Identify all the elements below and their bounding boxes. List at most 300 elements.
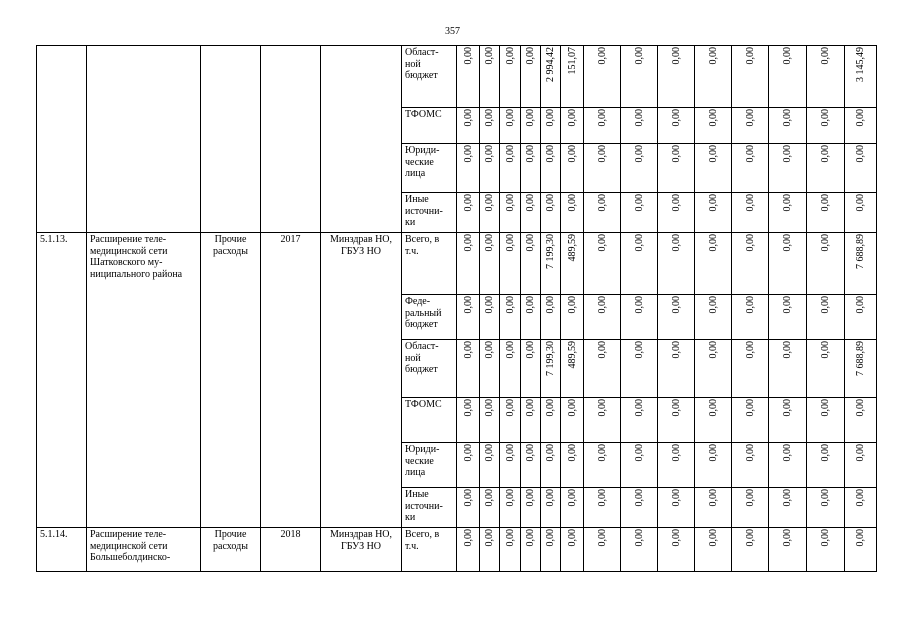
value-text: 0,00 xyxy=(782,399,793,417)
value-text: 0,00 xyxy=(596,296,608,314)
value-text: 0,00 xyxy=(462,145,474,163)
value-text: 0,00 xyxy=(484,109,495,127)
value-cell xyxy=(658,193,695,233)
value-text: 0,00 xyxy=(820,341,831,359)
value-cell xyxy=(621,340,658,398)
funding-source: Област-ной бюджет xyxy=(402,340,457,398)
value-cell xyxy=(500,144,521,193)
value-cell xyxy=(480,443,500,488)
value-cell xyxy=(695,144,732,193)
value-text: 0,00 xyxy=(707,444,719,462)
value-text: 0,00 xyxy=(525,341,536,359)
page-number: 357 xyxy=(445,26,460,37)
value-cell xyxy=(658,398,695,443)
value-text: 0,00 xyxy=(462,296,474,314)
value-text: 0,00 xyxy=(707,194,719,212)
value-text: 0,00 xyxy=(782,234,793,252)
value-cell xyxy=(584,144,621,193)
value-cell xyxy=(480,46,500,108)
value-cell xyxy=(695,46,732,108)
value-text: 0,00 xyxy=(670,399,682,417)
executor: Минздрав НО, ГБУЗ НО xyxy=(321,233,402,528)
value-cell xyxy=(584,340,621,398)
value-cell xyxy=(695,340,732,398)
value-cell xyxy=(769,46,807,108)
value-text: 0,00 xyxy=(855,145,866,163)
value-text: 0,00 xyxy=(707,109,719,127)
value-text: 0,00 xyxy=(782,529,793,547)
value-cell xyxy=(541,108,561,144)
value-text: 0,00 xyxy=(504,145,516,163)
total-cell xyxy=(845,233,877,295)
value-cell xyxy=(584,528,621,572)
value-text: 0,00 xyxy=(782,194,793,212)
value-text: 0,00 xyxy=(566,109,578,127)
value-text: 0,00 xyxy=(633,399,645,417)
value-text: 0,00 xyxy=(484,296,495,314)
value-text: 0,00 xyxy=(545,399,556,417)
value-text: 0,00 xyxy=(596,444,608,462)
value-cell xyxy=(561,144,584,193)
total-cell xyxy=(845,488,877,528)
total-cell xyxy=(845,398,877,443)
value-cell xyxy=(480,108,500,144)
value-cell xyxy=(621,443,658,488)
value-cell xyxy=(584,193,621,233)
value-text: 0,00 xyxy=(566,489,578,507)
value-text: 0,00 xyxy=(744,489,756,507)
value-text: 0,00 xyxy=(484,234,495,252)
value-text: 0,00 xyxy=(525,399,536,417)
value-text: 0,00 xyxy=(504,47,516,65)
value-cell xyxy=(500,488,521,528)
value-text: 0,00 xyxy=(782,145,793,163)
value-text: 0,00 xyxy=(707,47,719,65)
value-text: 0,00 xyxy=(633,109,645,127)
value-cell xyxy=(480,528,500,572)
value-text: 0,00 xyxy=(596,145,608,163)
value-cell xyxy=(584,398,621,443)
value-text: 0,00 xyxy=(596,109,608,127)
executor xyxy=(321,46,402,233)
value-text: 0,00 xyxy=(504,234,516,252)
value-text: 0,00 xyxy=(670,234,682,252)
value-text: 0,00 xyxy=(596,194,608,212)
funding-source: Юриди-ческие лица xyxy=(402,144,457,193)
value-cell xyxy=(521,193,541,233)
value-text: 0,00 xyxy=(744,47,756,65)
value-cell xyxy=(658,233,695,295)
value-text: 0,00 xyxy=(462,489,474,507)
value-text: 0,00 xyxy=(484,529,495,547)
value-text: 0,00 xyxy=(566,399,578,417)
value-cell xyxy=(807,46,845,108)
value-cell xyxy=(541,193,561,233)
total-cell xyxy=(845,46,877,108)
total-cell xyxy=(845,443,877,488)
value-cell xyxy=(457,295,480,340)
value-cell xyxy=(732,443,769,488)
value-cell xyxy=(732,488,769,528)
value-text: 0,00 xyxy=(820,194,831,212)
value-cell xyxy=(807,233,845,295)
value-text: 0,00 xyxy=(566,529,578,547)
value-text: 0,00 xyxy=(744,296,756,314)
value-cell xyxy=(561,295,584,340)
value-text: 0,00 xyxy=(525,145,536,163)
value-cell xyxy=(695,488,732,528)
funding-source: ТФОМС xyxy=(402,108,457,144)
value-cell xyxy=(695,528,732,572)
value-text: 0,00 xyxy=(670,109,682,127)
value-cell xyxy=(621,233,658,295)
value-cell xyxy=(561,193,584,233)
value-text: 0,00 xyxy=(566,296,578,314)
value-text: 0,00 xyxy=(545,194,556,212)
value-text: 0,00 xyxy=(670,341,682,359)
value-text: 0,00 xyxy=(744,145,756,163)
value-text: 0,00 xyxy=(633,444,645,462)
value-text: 0,00 xyxy=(545,529,556,547)
value-text: 0,00 xyxy=(484,444,495,462)
funding-source: Всего, в т.ч. xyxy=(402,528,457,572)
value-text: 0,00 xyxy=(525,234,536,252)
value-text: 0,00 xyxy=(820,234,831,252)
value-cell xyxy=(695,398,732,443)
value-text: 0,00 xyxy=(744,529,756,547)
value-cell xyxy=(769,233,807,295)
value-cell xyxy=(732,340,769,398)
value-cell xyxy=(541,144,561,193)
value-text: 0,00 xyxy=(525,109,536,127)
value-text: 0,00 xyxy=(525,296,536,314)
value-text: 0,00 xyxy=(484,145,495,163)
year: 2017 xyxy=(261,233,321,528)
value-cell xyxy=(457,443,480,488)
value-text: 7 688,89 xyxy=(855,341,866,376)
value-text: 0,00 xyxy=(744,399,756,417)
value-cell xyxy=(561,46,584,108)
value-cell xyxy=(658,295,695,340)
table-row xyxy=(37,528,877,572)
value-cell xyxy=(584,233,621,295)
value-text: 0,00 xyxy=(744,341,756,359)
value-cell xyxy=(769,144,807,193)
value-text: 7 199,30 xyxy=(545,341,556,376)
value-text: 489,59 xyxy=(566,341,578,369)
funding-source: Феде-ральный бюджет xyxy=(402,295,457,340)
value-cell xyxy=(732,398,769,443)
value-cell xyxy=(807,488,845,528)
expense-type: Прочие расходы xyxy=(201,528,261,572)
value-cell xyxy=(769,193,807,233)
value-text: 0,00 xyxy=(484,47,495,65)
value-cell xyxy=(584,108,621,144)
value-text: 0,00 xyxy=(855,489,866,507)
value-cell xyxy=(541,295,561,340)
value-text: 0,00 xyxy=(462,234,474,252)
value-text: 0,00 xyxy=(782,489,793,507)
value-cell xyxy=(521,398,541,443)
value-cell xyxy=(541,46,561,108)
value-cell xyxy=(621,398,658,443)
value-text: 0,00 xyxy=(566,145,578,163)
value-cell xyxy=(457,144,480,193)
value-cell xyxy=(541,528,561,572)
value-text: 0,00 xyxy=(462,341,474,359)
value-cell xyxy=(732,233,769,295)
value-cell xyxy=(561,398,584,443)
value-cell xyxy=(584,295,621,340)
value-text: 0,00 xyxy=(670,489,682,507)
value-text: 0,00 xyxy=(670,47,682,65)
value-cell xyxy=(480,144,500,193)
value-text: 0,00 xyxy=(566,444,578,462)
value-cell xyxy=(658,340,695,398)
value-text: 0,00 xyxy=(855,109,866,127)
value-cell xyxy=(621,108,658,144)
value-cell xyxy=(732,295,769,340)
value-text: 3 145,49 xyxy=(855,47,866,82)
budget-table xyxy=(36,45,877,572)
table-row xyxy=(37,233,877,295)
measure-name xyxy=(87,46,201,233)
value-cell xyxy=(732,144,769,193)
value-text: 7 688,89 xyxy=(855,234,866,269)
measure-name: Расширение теле-медицинской сети Шатковского му-ниципального района xyxy=(87,233,201,528)
total-cell xyxy=(845,340,877,398)
value-cell xyxy=(561,233,584,295)
value-cell xyxy=(500,233,521,295)
value-text: 0,00 xyxy=(820,47,831,65)
value-text: 0,00 xyxy=(707,145,719,163)
value-text: 0,00 xyxy=(820,109,831,127)
value-cell xyxy=(769,295,807,340)
year: 2018 xyxy=(261,528,321,572)
value-text: 0,00 xyxy=(633,47,645,65)
value-cell xyxy=(457,488,480,528)
value-text: 0,00 xyxy=(633,234,645,252)
value-cell xyxy=(658,46,695,108)
value-text: 0,00 xyxy=(525,444,536,462)
value-text: 0,00 xyxy=(855,296,866,314)
value-cell xyxy=(500,340,521,398)
value-cell xyxy=(457,398,480,443)
value-text: 0,00 xyxy=(744,109,756,127)
value-text: 0,00 xyxy=(525,194,536,212)
value-cell xyxy=(500,398,521,443)
value-cell xyxy=(621,528,658,572)
value-cell xyxy=(807,144,845,193)
value-text: 0,00 xyxy=(820,489,831,507)
value-text: 0,00 xyxy=(596,489,608,507)
value-cell xyxy=(541,233,561,295)
value-text: 0,00 xyxy=(633,489,645,507)
row-code: 5.1.14. xyxy=(37,528,87,572)
value-text: 151,07 xyxy=(566,47,578,75)
value-cell xyxy=(658,443,695,488)
value-cell xyxy=(695,193,732,233)
value-text: 7 199,30 xyxy=(545,234,556,269)
value-cell xyxy=(457,46,480,108)
value-text: 0,00 xyxy=(633,529,645,547)
value-cell xyxy=(521,46,541,108)
value-text: 0,00 xyxy=(670,296,682,314)
funding-source: Иные источни-ки xyxy=(402,488,457,528)
value-cell xyxy=(500,528,521,572)
value-cell xyxy=(457,108,480,144)
value-text: 0,00 xyxy=(744,234,756,252)
value-cell xyxy=(521,488,541,528)
value-cell xyxy=(521,233,541,295)
value-text: 0,00 xyxy=(462,109,474,127)
value-cell xyxy=(769,340,807,398)
value-text: 0,00 xyxy=(670,145,682,163)
value-text: 0,00 xyxy=(782,296,793,314)
value-cell xyxy=(521,528,541,572)
value-text: 0,00 xyxy=(545,296,556,314)
value-text: 0,00 xyxy=(820,444,831,462)
value-cell xyxy=(561,488,584,528)
value-cell xyxy=(621,295,658,340)
row-code: 5.1.13. xyxy=(37,233,87,528)
value-cell xyxy=(695,295,732,340)
value-text: 0,00 xyxy=(462,399,474,417)
value-cell xyxy=(500,193,521,233)
value-text: 0,00 xyxy=(566,194,578,212)
expense-type: Прочие расходы xyxy=(201,233,261,528)
value-cell xyxy=(457,233,480,295)
value-cell xyxy=(521,144,541,193)
value-cell xyxy=(561,108,584,144)
funding-source: Юриди-ческие лица xyxy=(402,443,457,488)
value-cell xyxy=(584,443,621,488)
total-cell xyxy=(845,193,877,233)
value-text: 0,00 xyxy=(670,529,682,547)
value-cell xyxy=(769,443,807,488)
value-text: 0,00 xyxy=(782,109,793,127)
value-text: 0,00 xyxy=(545,489,556,507)
value-cell xyxy=(732,108,769,144)
value-cell xyxy=(807,340,845,398)
value-cell xyxy=(658,144,695,193)
value-text: 0,00 xyxy=(820,529,831,547)
value-cell xyxy=(480,295,500,340)
value-cell xyxy=(541,488,561,528)
funding-source: ТФОМС xyxy=(402,398,457,443)
value-text: 0,00 xyxy=(596,234,608,252)
value-text: 0,00 xyxy=(484,341,495,359)
value-cell xyxy=(621,46,658,108)
value-text: 0,00 xyxy=(633,194,645,212)
value-cell xyxy=(807,528,845,572)
value-cell xyxy=(621,193,658,233)
value-cell xyxy=(732,193,769,233)
value-text: 0,00 xyxy=(596,529,608,547)
value-text: 0,00 xyxy=(782,341,793,359)
value-text: 0,00 xyxy=(545,109,556,127)
year xyxy=(261,46,321,233)
value-cell xyxy=(457,340,480,398)
value-text: 0,00 xyxy=(707,234,719,252)
value-text: 0,00 xyxy=(504,399,516,417)
value-cell xyxy=(621,488,658,528)
value-text: 0,00 xyxy=(707,489,719,507)
value-cell xyxy=(457,528,480,572)
value-text: 0,00 xyxy=(633,341,645,359)
budget-table-body xyxy=(37,46,877,572)
value-text: 0,00 xyxy=(855,529,866,547)
value-text: 0,00 xyxy=(707,529,719,547)
value-cell xyxy=(658,528,695,572)
value-cell xyxy=(807,443,845,488)
value-cell xyxy=(561,443,584,488)
value-cell xyxy=(500,108,521,144)
value-text: 0,00 xyxy=(504,296,516,314)
executor: Минздрав НО, ГБУЗ НО xyxy=(321,528,402,572)
value-cell xyxy=(658,108,695,144)
value-cell xyxy=(769,398,807,443)
value-text: 2 994,42 xyxy=(545,47,556,82)
value-text: 0,00 xyxy=(504,341,516,359)
value-text: 0,00 xyxy=(633,296,645,314)
measure-name: Расширение теле-медицинской сети Большеболдинско- xyxy=(87,528,201,572)
value-cell xyxy=(541,398,561,443)
value-cell xyxy=(521,443,541,488)
value-cell xyxy=(621,144,658,193)
value-cell xyxy=(561,528,584,572)
value-text: 0,00 xyxy=(820,399,831,417)
value-cell xyxy=(807,108,845,144)
value-text: 0,00 xyxy=(707,296,719,314)
value-text: 0,00 xyxy=(525,47,536,65)
value-text: 0,00 xyxy=(504,194,516,212)
value-cell xyxy=(732,528,769,572)
value-text: 0,00 xyxy=(820,296,831,314)
value-text: 0,00 xyxy=(596,47,608,65)
value-text: 0,00 xyxy=(462,194,474,212)
value-cell xyxy=(658,488,695,528)
value-text: 0,00 xyxy=(820,145,831,163)
value-text: 0,00 xyxy=(633,145,645,163)
value-cell xyxy=(807,193,845,233)
value-text: 0,00 xyxy=(504,529,516,547)
value-cell xyxy=(480,398,500,443)
funding-source: Област-ной бюджет xyxy=(402,46,457,108)
value-text: 0,00 xyxy=(782,47,793,65)
total-cell xyxy=(845,295,877,340)
value-cell xyxy=(769,528,807,572)
value-cell xyxy=(521,295,541,340)
value-cell xyxy=(695,443,732,488)
value-cell xyxy=(480,488,500,528)
value-cell xyxy=(480,233,500,295)
value-text: 0,00 xyxy=(504,444,516,462)
row-code xyxy=(37,46,87,233)
table-row xyxy=(37,46,877,108)
value-text: 0,00 xyxy=(855,444,866,462)
value-text: 0,00 xyxy=(504,489,516,507)
value-text: 0,00 xyxy=(484,194,495,212)
value-cell xyxy=(500,46,521,108)
funding-source: Всего, в т.ч. xyxy=(402,233,457,295)
value-text: 0,00 xyxy=(744,194,756,212)
value-text: 0,00 xyxy=(744,444,756,462)
value-text: 0,00 xyxy=(670,194,682,212)
value-cell xyxy=(541,443,561,488)
value-cell xyxy=(769,108,807,144)
value-cell xyxy=(695,233,732,295)
